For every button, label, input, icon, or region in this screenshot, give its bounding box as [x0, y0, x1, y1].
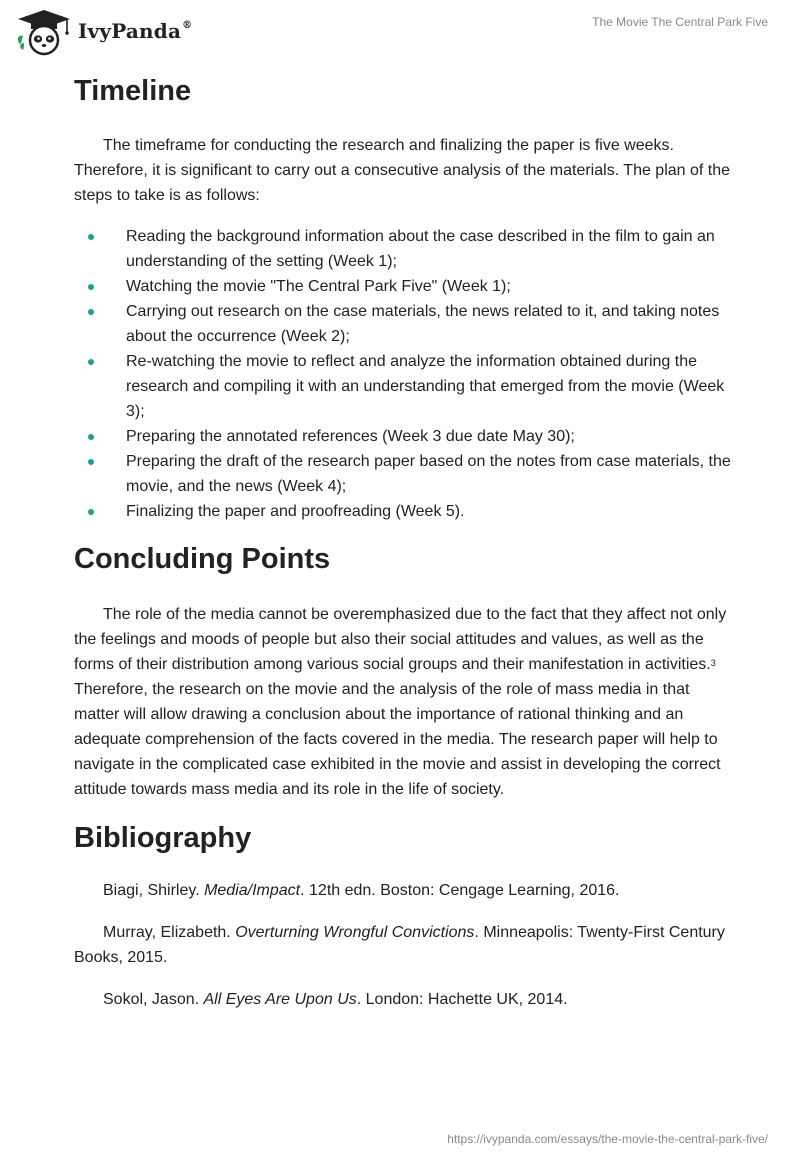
bibliography-entry: Murray, Elizabeth. Overturning Wrongful Convictions. Minneapolis: Twenty-First Century Books, 2015.: [74, 924, 725, 966]
concluding-paragraph: The role of the media cannot be overemphasized due to the fact that they affect not only the feelings and moods of people but also their social attitudes and values, as well as the forms of their distribution among various social groups and their manifestation in activities.$^3$ Therefore, the research on the movie and the analysis of the role of mass media in that matter will allow drawing a conclusion about the importance of rational thinking and an adequate comprehension of the facts covered in the media. The research paper will help to navigate in the complicated case exhibited in the movie and assist in developing the correct attitude towards mass media and its role in the life of society.: [74, 606, 727, 798]
document-title: The Movie The Central Park Five: [592, 15, 768, 29]
bullet-icon: [88, 459, 94, 465]
bullet-icon: [88, 309, 94, 315]
bullet-icon: [88, 509, 94, 515]
bullet-icon: [88, 284, 94, 290]
list-item: Reading the background information about the case described in the film to gain an understanding of the setting (Week 1);: [74, 224, 734, 274]
list-item: Finalizing the paper and proofreading (Week 5).: [74, 499, 734, 524]
concluding-heading: Concluding Points: [74, 543, 331, 575]
timeline-intro: The timeframe for conducting the research and finalizing the paper is five weeks. Therefore, it is significant to carry out a consecutive analysis of the materials. The plan of the steps to take is as follows:: [74, 137, 731, 204]
bibliography-list: [74, 878, 734, 1012]
timeline-heading: Timeline: [74, 75, 192, 107]
list-item: Re-watching the movie to reflect and analyze the information obtained during the research and compiling it with an understanding that emerged from the movie (Week 3);: [74, 349, 734, 424]
bibliography-entry: Sokol, Jason. All Eyes Are Upon Us. London: Hachette UK, 2014.: [103, 991, 568, 1008]
brand-name[interactable]: IvyPanda®: [78, 19, 193, 43]
bullet-icon: [88, 434, 94, 440]
page-header: [0, 0, 800, 60]
bibliography-heading: Bibliography: [74, 822, 252, 854]
list-item: Carrying out research on the case materials, the news related to it, and taking notes about the occurrence (Week 2);: [74, 299, 734, 349]
list-item: Preparing the annotated references (Week 3 due date May 30);: [74, 424, 734, 449]
footnote-marker[interactable]: 3: [710, 658, 716, 668]
list-item: Watching the movie "The Central Park Five" (Week 1);: [74, 274, 734, 299]
list-item: Preparing the draft of the research paper based on the notes from case materials, the movie, and the news (Week 4);: [74, 449, 734, 499]
bibliography-entry: Biagi, Shirley. Media/Impact. 12th edn. Boston: Cengage Learning, 2016.: [103, 882, 620, 899]
registered-mark: ®: [182, 20, 193, 32]
bullet-icon: [88, 359, 94, 365]
timeline-steps-list: [74, 224, 734, 524]
ivypanda-logo-icon[interactable]: [14, 8, 74, 56]
bullet-icon: [88, 234, 94, 240]
source-url-link[interactable]: https://ivypanda.com/essays/the-movie-the-central-park-five/: [447, 1132, 768, 1146]
document-body: [74, 70, 734, 1012]
